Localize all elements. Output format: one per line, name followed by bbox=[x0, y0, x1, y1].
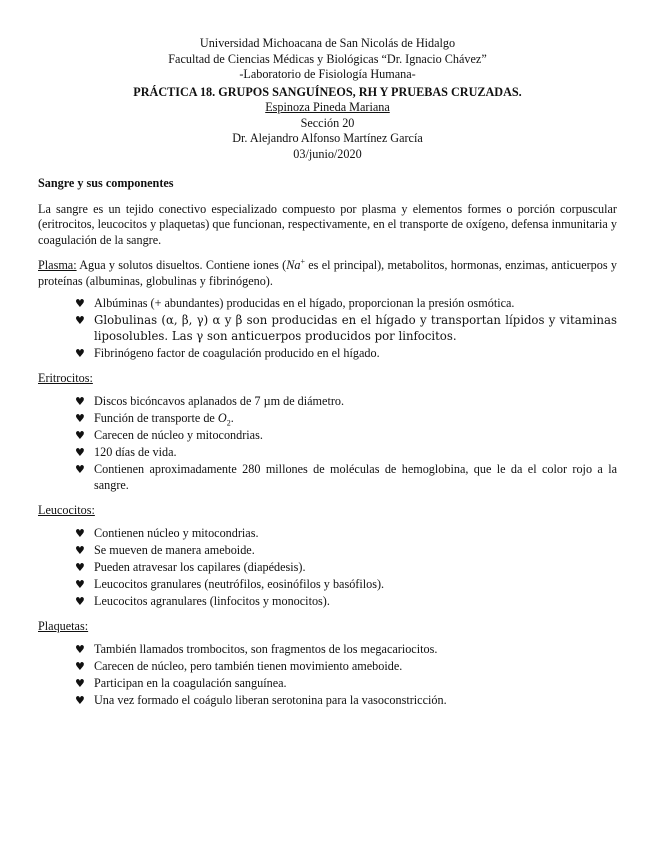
practice-title: PRÁCTICA 18. GRUPOS SANGUÍNEOS, RH Y PRUEBAS CRUZADAS. bbox=[133, 84, 522, 99]
list-item: ♥ Contienen núcleo y mitocondrias. bbox=[75, 525, 259, 540]
list-item: ♥ Una vez formado el coágulo liberan serotonina para la vasoconstricción. bbox=[75, 693, 447, 708]
heart-bullet-icon: ♥ bbox=[75, 577, 85, 591]
document-page bbox=[38, 36, 617, 710]
heart-bullet-icon: ♥ bbox=[75, 297, 85, 310]
heart-bullet-icon: ♥ bbox=[75, 677, 85, 691]
university-name: Universidad Michoacana de San Nicolás de Hidalgo bbox=[199, 36, 456, 50]
heart-bullet-icon: ♥ bbox=[75, 594, 85, 608]
list-item: ♥ Participan en la coagulación sanguínea. bbox=[75, 676, 287, 691]
heart-bullet-icon: ♥ bbox=[75, 694, 85, 708]
heart-bullet-icon: ♥ bbox=[75, 394, 85, 408]
list-item: ♥ Contienen aproximadamente 280 millones de moléculas de hemoglobina, que le da el color rojo a la sangre. bbox=[75, 462, 617, 492]
plasma-label: Plasma: bbox=[38, 258, 77, 272]
heart-bullet-icon: ♥ bbox=[75, 411, 85, 425]
heart-bullet-icon: ♥ bbox=[75, 543, 85, 557]
plaquetas-list bbox=[38, 642, 617, 709]
heart-bullet-icon: ♥ bbox=[75, 346, 85, 360]
list-item: ♥ Se mueven de manera ameboide. bbox=[75, 542, 255, 557]
leucocitos-label: Leucocitos: bbox=[38, 503, 95, 518]
sodium-ion-symbol: Na bbox=[286, 258, 301, 272]
plasma-list bbox=[38, 296, 617, 361]
intro-heading: Sangre y sus componentes bbox=[38, 176, 174, 190]
heart-bullet-icon: ♥ bbox=[75, 445, 85, 459]
list-item: ♥ Función de transporte de $O_2$. bbox=[75, 410, 234, 428]
eritrocitos-list bbox=[38, 394, 617, 493]
leucocitos-list bbox=[38, 526, 617, 610]
heart-bullet-icon: ♥ bbox=[75, 428, 85, 442]
plasma-text-a: Agua y solutos disueltos. Contiene iones ( bbox=[76, 258, 287, 272]
heart-bullet-icon: ♥ bbox=[75, 560, 85, 574]
list-item: ♥ Albúminas (+ abundantes) producidas en el hígado, proporcionan la presión osmótica. bbox=[75, 296, 515, 310]
student-name: Espinoza Pineda Mariana bbox=[265, 100, 390, 114]
list-item: ♥ Pueden atravesar los capilares (diapédesis). bbox=[75, 559, 306, 574]
oxygen-subscript: 2 bbox=[226, 418, 231, 428]
oxygen-symbol: O bbox=[217, 410, 227, 425]
faculty-name: Facultad de Ciencias Médicas y Biológicas “Dr. Ignacio Chávez” bbox=[168, 51, 487, 66]
list-item: ♥ Carecen de núcleo, pero también tienen movimiento ameboide. bbox=[75, 659, 403, 674]
intro-paragraph: La sangre es un tejido conectivo especializado compuesto por plasma y elementos formes o porción corpuscular (eritrocitos, leucocitos y plaquetas) que funcionan, respectivamente, en el transporte de oxígeno, defensa inmunitaria y coagulación de la sangre. bbox=[38, 201, 617, 247]
heart-bullet-icon: ♥ bbox=[75, 314, 85, 328]
list-item: ♥ Discos bicóncavos aplanados de 7 µm de diámetro. bbox=[75, 393, 345, 408]
plasma-paragraph bbox=[38, 258, 617, 289]
lab-name: -Laboratorio de Fisiología Humana- bbox=[239, 67, 416, 81]
sodium-ion-charge: + bbox=[300, 256, 305, 266]
plasma-text-b: es el principal), metabolitos, hormonas, enzimas, anticuerpos y proteínas (albuminas, globulinas y fibrinógeno). bbox=[38, 258, 617, 288]
document-date: 03/junio/2020 bbox=[293, 146, 362, 161]
list-item: ♥ Carecen de núcleo y mitocondrias. bbox=[75, 427, 263, 442]
list-item: ♥ También llamados trombocitos, son fragmentos de los megacariocitos. bbox=[75, 641, 438, 656]
plaquetas-label: Plaquetas: bbox=[38, 619, 89, 634]
heart-bullet-icon: ♥ bbox=[75, 660, 85, 674]
list-item: ♥ 120 días de vida. bbox=[75, 444, 177, 459]
professor-name: Dr. Alejandro Alfonso Martínez García bbox=[232, 131, 423, 145]
list-item: ♥ Leucocitos agranulares (linfocitos y monocitos). bbox=[75, 593, 330, 608]
heart-bullet-icon: ♥ bbox=[75, 463, 85, 477]
section-number: Sección 20 bbox=[300, 115, 355, 130]
heart-bullet-icon: ♥ bbox=[75, 526, 85, 540]
eritrocitos-label: Eritrocitos: bbox=[38, 371, 93, 386]
list-item: ♥ Fibrinógeno factor de coagulación producido en el hígado. bbox=[75, 345, 380, 360]
heart-bullet-icon: ♥ bbox=[75, 642, 85, 656]
list-item: ♥ Globulinas (α, β, γ) α y β son producidas en el hígado y transportan lípidos y vitaminas liposolubles. Las γ son anticuerpos producidos por linfocitos. bbox=[75, 313, 617, 343]
list-item: ♥ Leucocitos granulares (neutrófilos, eosinófilos y basófilos). bbox=[75, 576, 385, 591]
